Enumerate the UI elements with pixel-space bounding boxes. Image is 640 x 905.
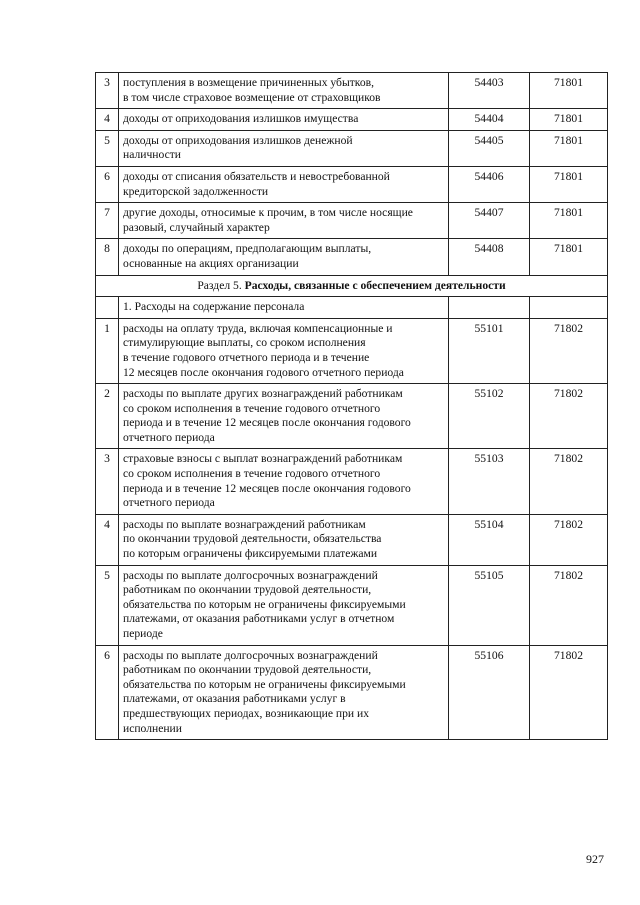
- description-line: платежами, от оказания работниками услуг в отчетном: [123, 612, 395, 626]
- row-description: [119, 449, 449, 514]
- description-line: 12 месяцев после окончания годового отчетного периода: [123, 365, 404, 379]
- section-title: Расходы, связанные с обеспечением деятельности: [244, 278, 506, 292]
- description-line: основанные на акциях организации: [123, 256, 299, 270]
- row-account: 71801: [530, 130, 608, 166]
- description-line: поступления в возмещение причиненных убытков,: [123, 76, 375, 89]
- row-description: [119, 384, 449, 449]
- row-account: 71801: [530, 203, 608, 239]
- description-line: расходы по выплате других вознаграждений работникам: [123, 387, 403, 401]
- description-line: страховые взносы с выплат вознаграждений работникам: [123, 452, 403, 466]
- row-account: 71802: [530, 384, 608, 449]
- row-description: [119, 239, 449, 275]
- description-line: со сроком исполнения в течение годового отчетного: [123, 401, 381, 415]
- subsection-code-cell: [449, 297, 530, 319]
- description-line: наличности: [123, 148, 181, 162]
- row-code: 55106: [449, 645, 530, 740]
- row-description: [119, 203, 449, 239]
- row-code: 55101: [449, 318, 530, 383]
- row-number: 6: [96, 645, 119, 740]
- table-row: [96, 239, 608, 275]
- row-number: 7: [96, 203, 119, 239]
- description-line: другие доходы, относимые к прочим, в том числе носящие: [123, 206, 413, 220]
- description-line: доходы от оприходования излишков имущества: [123, 112, 359, 126]
- accounts-table: [95, 72, 608, 740]
- row-code: 55103: [449, 449, 530, 514]
- row-number: 4: [96, 109, 119, 131]
- table-row: [96, 645, 608, 740]
- description-line: в том числе страховое возмещение от страховщиков: [123, 90, 381, 104]
- row-account: 71801: [530, 73, 608, 109]
- description-line: исполнении: [123, 721, 182, 735]
- row-description: [119, 166, 449, 202]
- section-row: [96, 275, 608, 297]
- row-account: 71801: [530, 239, 608, 275]
- row-number: 1: [96, 318, 119, 383]
- row-number: 2: [96, 384, 119, 449]
- description-line: периода и в течение 12 месяцев после окончания годового: [123, 416, 411, 430]
- table-row: [96, 203, 608, 239]
- description-line: со сроком исполнения в течение годового отчетного: [123, 467, 381, 481]
- row-description: [119, 130, 449, 166]
- table-body-bottom: [96, 318, 608, 739]
- description-line: работникам по окончании трудовой деятельности,: [123, 663, 372, 677]
- description-line: в течение годового отчетного периода и в течение: [123, 350, 370, 364]
- row-code: 55102: [449, 384, 530, 449]
- table-section: [96, 275, 608, 318]
- row-code: 54404: [449, 109, 530, 131]
- row-description: [119, 73, 449, 109]
- description-line: расходы по выплате долгосрочных вознаграждений: [123, 568, 378, 582]
- section-prefix: Раздел 5.: [197, 278, 242, 292]
- row-account: 71802: [530, 318, 608, 383]
- row-code: 54407: [449, 203, 530, 239]
- subsection-row: [96, 297, 608, 319]
- description-line: по окончании трудовой деятельности, обязательства: [123, 532, 382, 546]
- description-line: периоде: [123, 627, 163, 640]
- row-description: [119, 109, 449, 131]
- description-line: обязательства по которым не ограничены фиксируемыми: [123, 597, 406, 611]
- row-account: 71802: [530, 565, 608, 645]
- description-line: отчетного периода: [123, 430, 215, 444]
- table-row: [96, 318, 608, 383]
- description-line: расходы по выплате долгосрочных вознаграждений: [123, 648, 378, 662]
- row-description: [119, 514, 449, 565]
- page-number: 927: [586, 852, 604, 866]
- subsection-num-cell: [96, 297, 119, 319]
- row-code: 54405: [449, 130, 530, 166]
- row-number: 6: [96, 166, 119, 202]
- description-line: платежами, от оказания работниками услуг в: [123, 692, 346, 706]
- row-number: 5: [96, 130, 119, 166]
- description-line: стимулирующие выплаты, со сроком исполнения: [123, 336, 366, 350]
- table-row: [96, 73, 608, 109]
- description-line: доходы по операциям, предполагающим выплаты,: [123, 242, 372, 256]
- row-number: 4: [96, 514, 119, 565]
- description-line: отчетного периода: [123, 496, 215, 510]
- row-code: 55104: [449, 514, 530, 565]
- row-number: 8: [96, 239, 119, 275]
- description-line: доходы от списания обязательств и невостребованной: [123, 169, 390, 183]
- table-row: [96, 109, 608, 131]
- row-number: 3: [96, 73, 119, 109]
- row-account: 71802: [530, 645, 608, 740]
- row-code: 54403: [449, 73, 530, 109]
- row-description: [119, 565, 449, 645]
- row-number: 5: [96, 565, 119, 645]
- description-line: по которым ограничены фиксируемыми платежами: [123, 547, 378, 561]
- table-row: [96, 130, 608, 166]
- description-line: разовый, случайный характер: [123, 220, 270, 234]
- description-line: обязательства по которым не ограничены фиксируемыми: [123, 677, 406, 691]
- description-line: кредиторской задолженности: [123, 184, 269, 198]
- description-line: расходы на оплату труда, включая компенсационные и: [123, 321, 393, 335]
- subsection-account-cell: [530, 297, 608, 319]
- row-number: 3: [96, 449, 119, 514]
- subsection-title: 1. Расходы на содержание персонала: [119, 297, 449, 319]
- description-line: периода и в течение 12 месяцев после окончания годового: [123, 481, 411, 495]
- table-row: [96, 384, 608, 449]
- row-account: 71802: [530, 449, 608, 514]
- table-body-top: [96, 73, 608, 276]
- table-row: [96, 166, 608, 202]
- description-line: расходы по выплате вознаграждений работникам: [123, 517, 366, 531]
- row-account: 71801: [530, 166, 608, 202]
- description-line: работникам по окончании трудовой деятельности,: [123, 583, 372, 597]
- table-row: [96, 565, 608, 645]
- row-description: [119, 318, 449, 383]
- table-row: [96, 514, 608, 565]
- description-line: доходы от оприходования излишков денежной: [123, 133, 353, 147]
- table-row: [96, 449, 608, 514]
- row-account: 71802: [530, 514, 608, 565]
- description-line: предшествующих периодах, возникающие при их: [123, 706, 370, 720]
- row-account: 71801: [530, 109, 608, 131]
- row-code: 54406: [449, 166, 530, 202]
- section-heading: [96, 275, 608, 297]
- row-description: [119, 645, 449, 740]
- row-code: 55105: [449, 565, 530, 645]
- row-code: 54408: [449, 239, 530, 275]
